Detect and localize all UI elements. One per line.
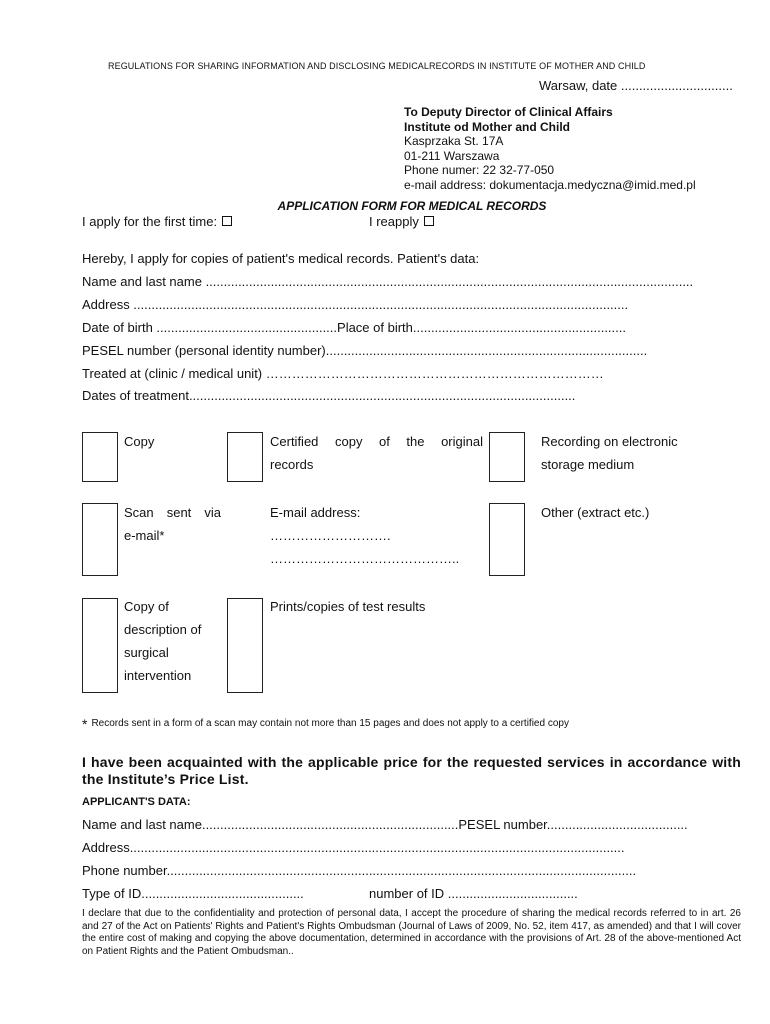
applicant-id-type-field[interactable]: Type of ID............................................. xyxy=(82,886,304,901)
certified-copy-line1: Certified copy of the original xyxy=(270,434,483,449)
patient-treated-field[interactable]: Treated at (clinic / medical unit) …………………………………………………………………… xyxy=(82,366,604,381)
surgical-description-checkbox[interactable] xyxy=(82,598,118,693)
reapply-row xyxy=(369,214,434,229)
email-address-label: E-mail address: xyxy=(270,505,361,520)
certified-copy-label xyxy=(270,430,483,476)
scan-footnote xyxy=(82,716,569,732)
addressee-phone: Phone numer: 22 32-77-050 xyxy=(404,163,555,177)
footnote-text: Records sent in a form of a scan may contain not more than 15 pages and does not apply to a certified copy xyxy=(91,718,569,729)
patient-pesel-field[interactable]: PESEL number (personal identity number)......................................................................................... xyxy=(82,343,648,358)
patient-dates-field[interactable]: Dates of treatment........................................................................................................... xyxy=(82,388,576,403)
copy-checkbox[interactable] xyxy=(82,432,118,482)
addressee-email: e-mail address: dokumentacja.medyczna@imid.med.pl xyxy=(404,177,696,192)
addressee-block xyxy=(404,105,696,192)
email-address-line1[interactable]: ………………………. xyxy=(270,528,391,543)
surgical-description-label xyxy=(124,595,201,687)
certified-copy-checkbox[interactable] xyxy=(227,432,263,482)
form-title: APPLICATION FORM FOR MEDICAL RECORDS xyxy=(277,199,547,213)
applicant-name-pesel-field[interactable]: Name and last name.......................................................................PESEL number....................................... xyxy=(82,817,688,832)
first-time-checkbox[interactable] xyxy=(222,216,232,226)
price-list-statement: I have been acquainted with the applicable price for the requested services in accordance with the Institute’s Price List. xyxy=(82,754,741,787)
recording-line1: Recording on electronic xyxy=(541,434,678,449)
email-address-block xyxy=(270,501,459,570)
certified-copy-line2: records xyxy=(270,457,314,472)
intro-text: Hereby, I apply for copies of patient's medical records. Patient's data: xyxy=(82,251,480,266)
reapply-checkbox[interactable] xyxy=(424,216,434,226)
test-results-label-text: Prints/copies of test results xyxy=(270,599,426,614)
patient-address-field[interactable]: Address ......................................................................................................................................... xyxy=(82,297,629,312)
recording-checkbox[interactable] xyxy=(489,432,525,482)
scan-email-label xyxy=(124,501,221,547)
other-checkbox[interactable] xyxy=(489,503,525,576)
first-time-label: I apply for the first time: xyxy=(82,214,218,229)
first-time-row xyxy=(82,214,232,229)
applicant-id-number-field[interactable]: number of ID .................................... xyxy=(369,886,578,901)
addressee-institute: Institute od Mother and Child xyxy=(404,119,570,134)
document-header: REGULATIONS FOR SHARING INFORMATION AND DISCLOSING MEDICALRECORDS IN INSTITUTE OF MOTHER AND CHILD xyxy=(108,61,646,71)
other-label xyxy=(541,501,649,524)
patient-dob-field[interactable]: Date of birth ..................................................Place of birth........................................................... xyxy=(82,320,626,335)
date-line: Warsaw, date ............................... xyxy=(539,78,733,93)
applicant-heading: APPLICANT'S DATA: xyxy=(82,796,191,808)
applicant-address-field[interactable]: Address......................................................................................................................................... xyxy=(82,840,625,855)
other-label-text: Other (extract etc.) xyxy=(541,505,650,520)
surgical-line1: Copy of xyxy=(124,599,169,614)
surgical-line4: intervention xyxy=(124,668,192,683)
email-address-line2[interactable]: …………………………………….. xyxy=(270,551,460,566)
addressee-title: To Deputy Director of Clinical Affairs xyxy=(404,105,613,119)
recording-label xyxy=(541,430,678,476)
scan-email-line2: e-mail* xyxy=(124,528,165,543)
footnote-star: * xyxy=(82,716,88,732)
copy-label-text: Copy xyxy=(124,434,155,449)
reapply-label: I reapply xyxy=(369,214,419,229)
applicant-phone-field[interactable]: Phone number.................................................................................................................................. xyxy=(82,863,637,878)
patient-name-field[interactable]: Name and last name ....................................................................................................................................... xyxy=(82,274,694,289)
recording-line2: storage medium xyxy=(541,457,635,472)
copy-label xyxy=(124,430,154,453)
declaration-text: I declare that due to the confidentiality and protection of personal data, I accept the procedure of sharing the medical records referred to in art. 26 and 27 of the Act on Patients' Rights and Patient's Rights Ombudsman (Journal of Laws of 2009, No. 52, item 417, as amended) and that I will cover the entire cost of making and copying the above documentation, determined in accordance with the provisions of Art. 28 of the above-mentioned Act on Patient Rights and the Patient Ombudsman.. xyxy=(82,908,741,957)
scan-email-checkbox[interactable] xyxy=(82,503,118,576)
test-results-label xyxy=(270,595,425,618)
test-results-checkbox[interactable] xyxy=(227,598,263,693)
scan-email-line1: Scan sent via xyxy=(124,505,221,520)
addressee-city: 01-211 Warszawa xyxy=(404,148,500,163)
addressee-street: Kasprzaka St. 17A xyxy=(404,134,504,148)
surgical-line3: surgical xyxy=(124,645,169,660)
surgical-line2: description of xyxy=(124,622,202,637)
